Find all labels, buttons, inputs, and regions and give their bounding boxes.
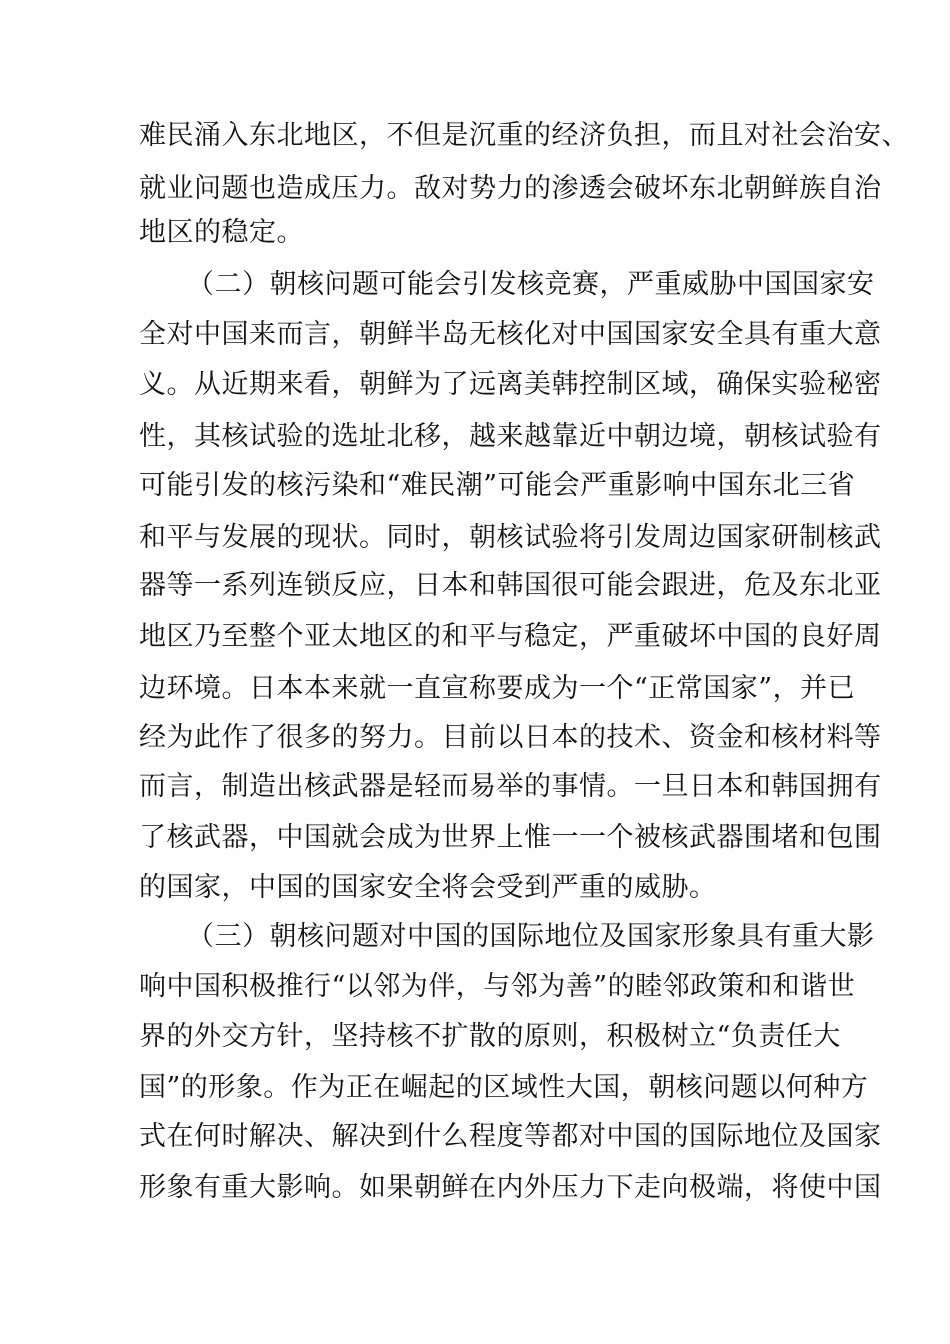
text-line: 的国家，中国的国家安全将会受到严重的威胁。: [139, 872, 717, 903]
text-line: 经为此作了很多的努力。目前以日本的技术、资金和核材料等: [139, 722, 882, 753]
text-line: 性，其核试验的选址北移，越来越靠近中朝边境，朝核试验有: [139, 421, 882, 452]
text-line: 界的外交方针，坚持核不扩散的原则，积极树立“负责任大: [139, 1021, 841, 1052]
text-line: 全对中国来而言，朝鲜半岛无核化对中国国家安全具有重大意: [139, 319, 882, 350]
section-heading-3: （三）朝核问题对中国的国际地位及国家形象具有重大影: [187, 921, 875, 952]
text-line: 地区的稳定。: [139, 217, 304, 248]
text-line: 难民涌入东北地区，不但是沉重的经济负担，而且对社会治安、: [139, 120, 909, 151]
text-line: 响中国积极推行“以邻为伴，与邻为善”的睦邻政策和和谐世: [139, 971, 856, 1002]
text-line: 地区乃至整个亚太地区的和平与稳定，严重破坏中国的良好周: [139, 621, 882, 652]
text-line: 和平与发展的现状。同时，朝核试验将引发周边国家研制核武: [139, 522, 882, 553]
text-line: 了核武器，中国就会成为世界上惟一一个被核武器围堵和包围: [139, 822, 882, 853]
text-line: 形象有重大影响。如果朝鲜在内外压力下走向极端，将使中国: [139, 1172, 882, 1203]
section-heading-2: （二）朝核问题可能会引发核竞赛，严重威胁中国国家安: [187, 269, 875, 300]
text-line: 国”的形象。作为正在崛起的区域性大国，朝核问题以何种方: [139, 1072, 869, 1103]
text-line: 器等一系列连锁反应，日本和韩国很可能会跟进，危及东北亚: [139, 570, 882, 601]
text-line: 而言，制造出核武器是轻而易举的事情。一旦日本和韩国拥有: [139, 771, 882, 802]
text-line: 义。从近期来看，朝鲜为了远离美韩控制区域，确保实验秘密: [139, 369, 882, 400]
text-line: 就业问题也造成压力。敌对势力的渗透会破坏东北朝鲜族自治: [139, 173, 882, 204]
text-line: 边环境。日本本来就一直宣称要成为一个“正常国家”，并已: [139, 673, 856, 704]
text-line: 可能引发的核污染和“难民潮”可能会严重影响中国东北三省: [139, 470, 856, 501]
text-line: 式在何时解决、解决到什么程度等都对中国的国际地位及国家: [139, 1121, 882, 1152]
